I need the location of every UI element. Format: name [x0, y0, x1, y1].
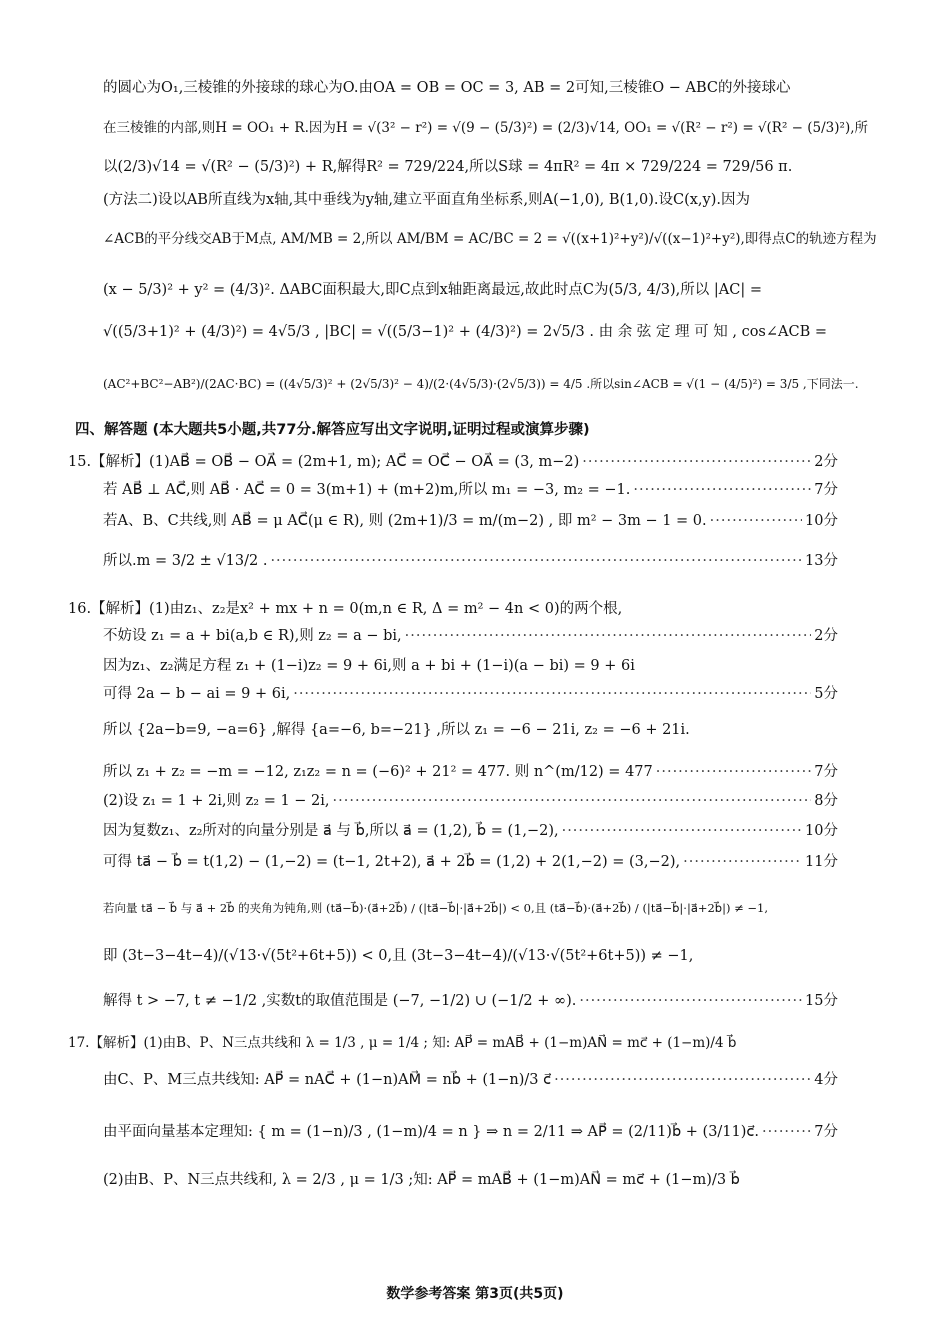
q16-line-7: (2)设 z₁ = 1 + 2i,则 z₂ = 1 − 2i, ····· 8分 [103, 791, 838, 811]
q16-line-9: 可得 ta⃗ − b⃗ = t(1,2) − (1,−2) = (t−1, 2t+2), a⃗ + 2b⃗ = (1,2) + 2(1,−2) = (3,−2), ····· 11分 [103, 852, 838, 872]
q15-line-3: 若A、B、C共线,则 AB⃗ = μ AC⃗(μ ∈ R), 则 (2m+1)/3 = m/(m−2) , 即 m² − 3m − 1 = 0. ····· 10分 [103, 511, 838, 531]
q16-line-11: 即 (3t−3−4t−4)/(√13·√(5t²+6t+5)) < 0,且 (3t−3−4t−4)/(√13·√(5t²+6t+5)) ≠ −1, [103, 948, 694, 964]
q16-line-10: 若向量 ta⃗ − b⃗ 与 a⃗ + 2b⃗ 的夹角为钝角,则 (ta⃗−b⃗)·(a⃗+2b⃗) / (|ta⃗−b⃗|·|a⃗+2b⃗|) < 0,且 (ta⃗−b⃗)·(a⃗+2b⃗) / (|ta⃗−b⃗|·|a⃗+2b⃗|) ≠ −1, [103, 901, 769, 915]
intro-line-8: (AC²+BC²−AB²)/(2AC·BC) = ((4√5/3)² + (2√5/3)² − 4)/(2·(4√5/3)·(2√5/3)) = 4/5 .所以sin∠ACB = √(1 − (4/5)²) = 3/5 ,下同法一. [103, 377, 859, 391]
q17-line-1: 17.【解析】(1)由B、P、N三点共线和 λ = 1/3 , μ = 1/4 ; 知: AP⃗ = mAB⃗ + (1−m)AN⃗ = mc⃗ + (1−m)/4 b⃗ [68, 1035, 737, 1051]
q16-line-12: 解得 t > −7, t ≠ −1/2 ,实数t的取值范围是 (−7, −1/2) ∪ (−1/2 + ∞). ····· 15分 [103, 991, 838, 1011]
intro-line-3: 以(2/3)√14 = √(R² − (5/3)²) + R,解得R² = 729/224,所以S球 = 4πR² = 4π × 729/224 = 729/56 π. [103, 159, 793, 175]
intro-line-1: 的圆心为O₁,三棱锥的外接球的球心为O.由OA = OB = OC = 3, AB = 2可知,三棱锥O − ABC的外接球心 [103, 80, 791, 96]
intro-line-5: ∠ACB的平分线交AB于M点, AM/MB = 2,所以 AM/BM = AC/BC = 2 = √((x+1)²+y²)/√((x−1)²+y²),即得点C的轨迹方程为 [103, 231, 877, 247]
intro-line-6: (x − 5/3)² + y² = (4/3)². ΔABC面积最大,即C点到x轴距离最远,故此时点C为(5/3, 4/3),所以 |AC| = [103, 282, 762, 298]
q17-line-2: 由C、P、M三点共线知: AP⃗ = nAC⃗ + (1−n)AM⃗ = nb⃗ + (1−n)/3 c⃗ ····· 4分 [103, 1070, 838, 1090]
intro-line-4: (方法二)设以AB所直线为x轴,其中垂线为y轴,建立平面直角坐标系,则A(−1,0), B(1,0).设C(x,y).因为 [103, 192, 750, 208]
intro-line-7: √((5/3+1)² + (4/3)²) = 4√5/3 , |BC| = √((5/3−1)² + (4/3)²) = 2√5/3 . 由 余 弦 定 理 可 知 , cos∠ACB = [103, 324, 827, 340]
q15-line-4: 所以.m = 3/2 ± √13/2 . ····· 13分 [103, 551, 838, 571]
intro-line-2: 在三棱锥的内部,则H = OO₁ + R.因为H = √(3² − r²) = √(9 − (5/3)²) = (2/3)√14, OO₁ = √(R² − r²) = √(R² − (5/3)²),所 [103, 120, 868, 136]
q17-line-3: 由平面向量基本定理知: { m = (1−n)/3 , (1−m)/4 = n } ⇒ n = 2/11 ⇒ AP⃗ = (2/11)b⃗ + (3/11)c⃗. ····· 7分 [103, 1122, 838, 1142]
q15-line-2: 若 AB⃗ ⊥ AC⃗,则 AB⃗ · AC⃗ = 0 = 3(m+1) + (m+2)m,所以 m₁ = −3, m₂ = −1. ····· 7分 [103, 480, 838, 500]
q15-line-1: 15.【解析】(1)AB⃗ = OB⃗ − OA⃗ = (2m+1, m); AC⃗ = OC⃗ − OA⃗ = (3, m−2) ····· 2分 [68, 452, 838, 472]
q16-line-6: 所以 z₁ + z₂ = −m = −12, z₁z₂ = n = (−6)² + 21² = 477. 则 n^(m/12) = 477 ····· 7分 [103, 762, 838, 782]
q16-line-5: 所以 {2a−b=9, −a=6} ,解得 {a=−6, b=−21} ,所以 z₁ = −6 − 21i, z₂ = −6 + 21i. [103, 722, 690, 738]
q16-line-4: 可得 2a − b − ai = 9 + 6i, ····· 5分 [103, 684, 838, 704]
section-title: 四、解答题 (本大题共5小题,共77分.解答应写出文字说明,证明过程或演算步骤) [75, 422, 590, 438]
q16-line-2: 不妨设 z₁ = a + bi(a,b ∈ R),则 z₂ = a − bi, ····· 2分 [103, 626, 838, 646]
q16-line-1: 16.【解析】(1)由z₁、z₂是x² + mx + n = 0(m,n ∈ R, Δ = m² − 4n < 0)的两个根, [68, 601, 623, 617]
q16-line-3: 因为z₁、z₂满足方程 z₁ + (1−i)z₂ = 9 + 6i,则 a + bi + (1−i)(a − bi) = 9 + 6i [103, 658, 635, 674]
q16-line-8: 因为复数z₁、z₂所对的向量分别是 a⃗ 与 b⃗,所以 a⃗ = (1,2), b⃗ = (1,−2), ····· 10分 [103, 821, 838, 841]
page-footer: 数学参考答案 第3页(共5页) [386, 1286, 564, 1302]
q17-line-4: (2)由B、P、N三点共线和, λ = 2/3 , μ = 1/3 ;知: AP⃗ = mAB⃗ + (1−m)AN⃗ = mc⃗ + (1−m)/3 b⃗ [103, 1172, 740, 1188]
